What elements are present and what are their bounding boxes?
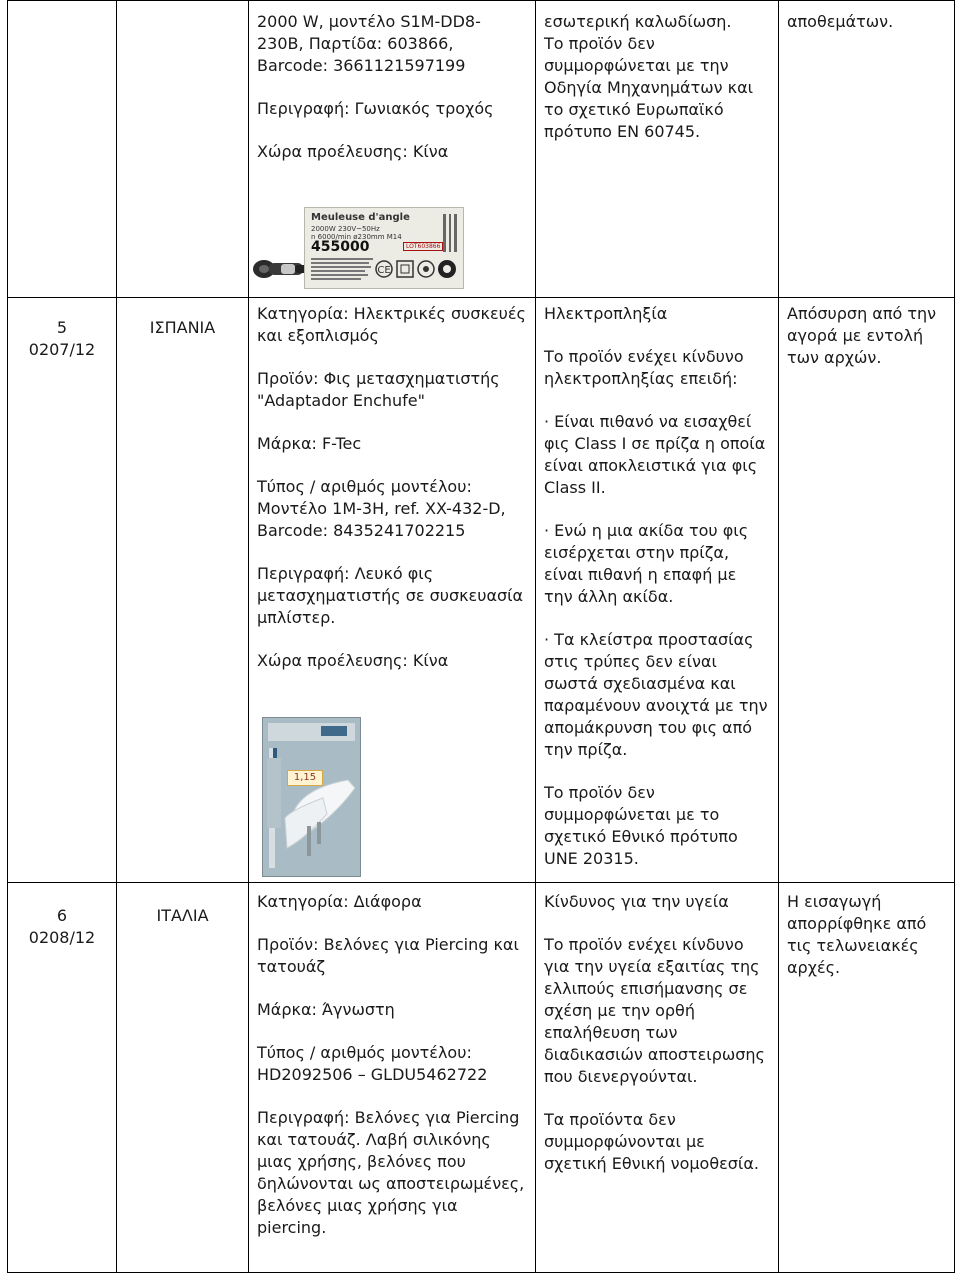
risk-intro: Το προϊόν ενέχει κίνδυνο για την υγεία εξαιτίας της ελλιπούς επισήμανσης σε σχέση με την ορθή επαλήθευση των διαδικασιών αποστειρωσης που διενεργούνται.: [544, 935, 765, 1086]
product-category: Κατηγορία: Ηλεκτρικές συσκευές και εξοπλισμός: [257, 304, 526, 345]
product-category: Κατηγορία: Διάφορα: [257, 892, 422, 911]
product-model: Τύπος / αριθμός μοντέλου: Μοντέλο 1M-3H, ref. XX-432-D, Barcode: 8435241702215: [257, 477, 506, 540]
label-spec: 2000W 230V~50Hz: [311, 225, 380, 233]
description-line: Barcode: 3661121597199: [257, 56, 466, 75]
measures-cell: [779, 298, 955, 883]
risk-bullet: · Είναι πιθανό να εισαχθεί φις Class I σε πρίζα η οποία είναι αποκλειστικά για φις Class II.: [544, 412, 766, 497]
certification-marks-icon: [375, 258, 459, 280]
svg-text:CE: CE: [377, 265, 391, 276]
label-reference: 455000: [311, 239, 370, 255]
adapter-plug-photo: [262, 717, 361, 877]
product-brand: Μάρκα: Άγνωστη: [257, 1000, 395, 1019]
risk-line: Οδηγία Μηχανημάτων και: [544, 78, 754, 97]
number-cell: [8, 298, 117, 883]
product-model: Τύπος / αριθμός μοντέλου: HD2092506 – GLDU5462722: [257, 1043, 488, 1084]
product-brand: Μάρκα: F-Tec: [257, 434, 362, 453]
notification-code: 0207/12: [28, 340, 96, 359]
risk-bullet: · Τα κλείστρα προστασίας στις τρύπες δεν είναι σωστά σχεδιασμένα και παραμένουν ανοιχτά με την απομάκρυνση του φις από την πρίζα.: [544, 630, 768, 759]
risk-line: εσωτερική καλωδίωση.: [544, 12, 732, 31]
product-name: Προϊόν: Βελόνες για Piercing και τατουάζ: [257, 935, 519, 976]
risk-line: συμμορφώνεται με την: [544, 56, 729, 75]
rating-label-plate: [304, 207, 464, 289]
blister-pack-icon: [263, 718, 360, 876]
product-description: Περιγραφή: Γωνιακός τροχός: [257, 99, 494, 118]
notifications-table: [7, 0, 955, 1273]
country-cell: [117, 1, 249, 298]
product-description: Περιγραφή: Λευκό φις μετασχηματιστής σε συσκευασία μπλίστερ.: [257, 564, 524, 627]
country-cell: [117, 883, 249, 1273]
risk-bullet: · Ενώ η μια ακίδα του φις εισέρχεται στην πρίζα, είναι πιθανή η επαφή με την άλλη ακίδα.: [544, 521, 749, 606]
measures-cell: [779, 883, 955, 1273]
notifying-country: ΙΣΠΑΝΙΑ: [149, 318, 216, 337]
risk-cell: [536, 298, 779, 883]
notifying-country: ΙΤΑΛΙΑ: [156, 906, 209, 925]
risk-cell: [536, 1, 779, 298]
measures-text: Απόσυρση από την αγορά με εντολή των αρχών.: [787, 304, 937, 367]
risk-line: πρότυπο EN 60745.: [544, 122, 701, 141]
product-description: Περιγραφή: Βελόνες για Piercing και τατουάζ. Λαβή σιλικόνης μιας χρήσης, βελόνες που δηλώνονται ως αποστειρωμένες, βελόνες μιας χρήσης για piercing.: [257, 1108, 525, 1237]
notification-code: 0208/12: [28, 928, 96, 947]
risk-type: Κίνδυνος για την υγεία: [544, 892, 729, 911]
risk-conclusion: Τα προϊόντα δεν συμμορφώνονται με σχετική Εθνική νομοθεσία.: [544, 1110, 759, 1173]
country-of-origin: Χώρα προέλευσης: Κίνα: [257, 651, 449, 670]
number-cell: [8, 1, 117, 298]
risk-line: το σχετικό Ευρωπαϊκό: [544, 100, 724, 119]
risk-type: Ηλεκτροπληξία: [544, 304, 668, 323]
angle-grinder-icon: [251, 255, 309, 281]
table-row: [8, 883, 955, 1273]
risk-cell: [536, 883, 779, 1273]
label-spec: n 6000/min ø230mm M14: [311, 233, 402, 241]
notification-number: 5: [56, 318, 68, 337]
label-lot: LOT603866: [403, 242, 443, 251]
description-line: 230B, Παρτίδα: 603866,: [257, 34, 454, 53]
risk-intro: Το προϊόν ενέχει κίνδυνο ηλεκτροπληξίας επειδή:: [544, 347, 744, 388]
measures-cell: [779, 1, 955, 298]
description-line: 2000 W, μοντέλο S1M-DD8-: [257, 12, 481, 31]
product-name: Προϊόν: Φις μετασχηματιστής "Adaptador Enchufe": [257, 369, 500, 410]
price-sticker: 1,15: [287, 770, 323, 786]
country-of-origin: Χώρα προέλευσης: Κίνα: [257, 142, 449, 161]
measures-text: αποθεμάτων.: [787, 12, 894, 31]
risk-conclusion: Το προϊόν δεν συμμορφώνεται με το σχετικό Εθνικό πρότυπο UNE 20315.: [544, 783, 738, 868]
country-cell: [117, 298, 249, 883]
angle-grinder-photo: [251, 207, 463, 287]
table-row: [8, 298, 955, 883]
risk-line: Το προϊόν δεν: [544, 34, 655, 53]
label-title: Meuleuse d'angle: [311, 212, 410, 223]
notification-number: 6: [56, 906, 68, 925]
table-row: [8, 1, 955, 298]
measures-text: Η εισαγωγή απορρίφθηκε από τις τελωνειακές αρχές.: [787, 892, 927, 977]
label-side-marks: [441, 214, 459, 252]
number-cell: [8, 883, 117, 1273]
description-cell: [249, 883, 536, 1273]
